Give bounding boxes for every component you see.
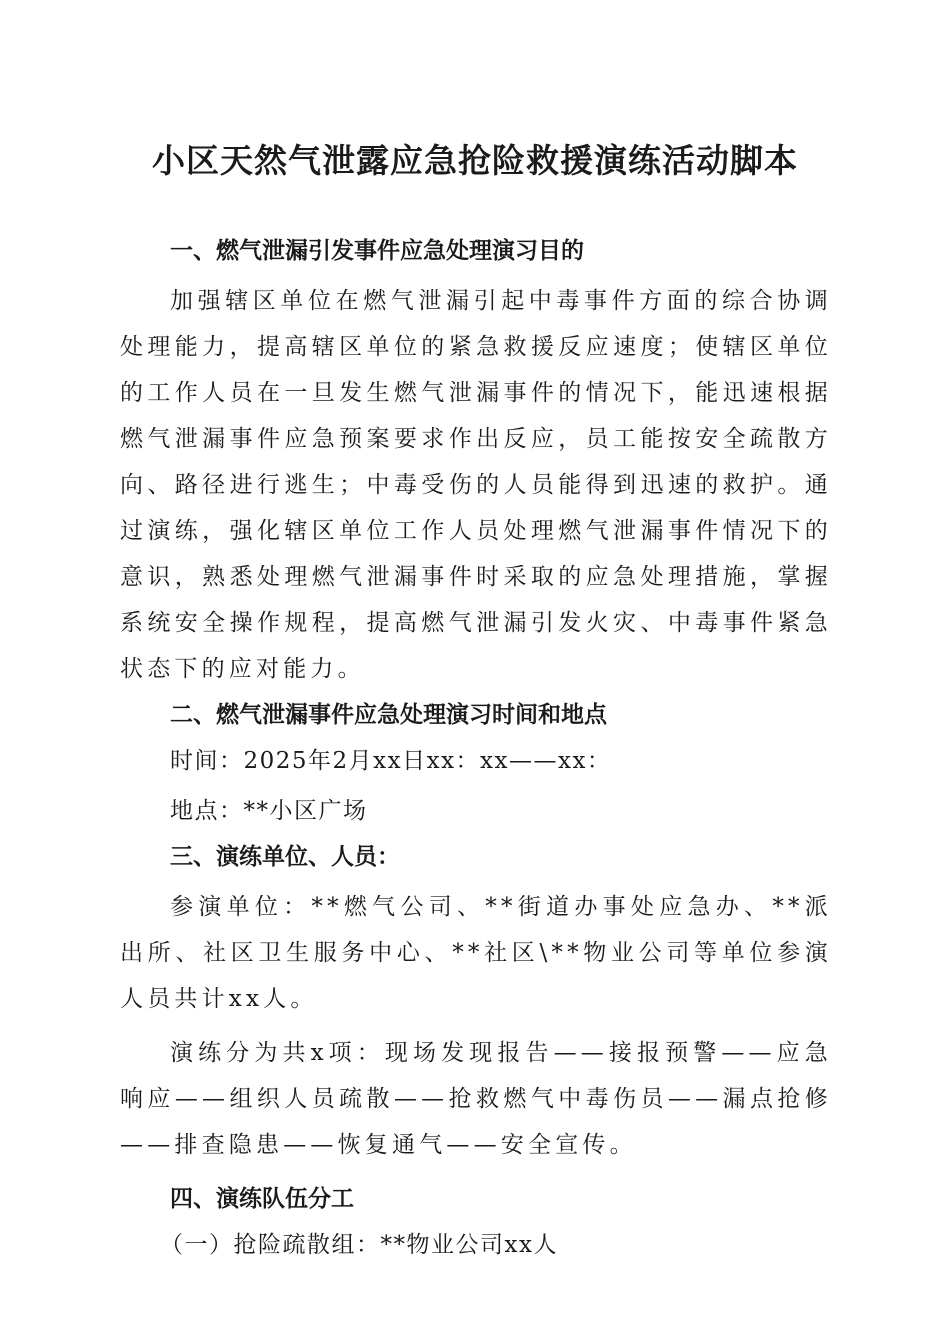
section1-paragraph: 加强辖区单位在燃气泄漏引起中毒事件方面的综合协调处理能力，提高辖区单位的紧急救援反应速度；使辖区单位的工作人员在一旦发生燃气泄漏事件的情况下，能迅速根据燃气泄漏事件应急预案要求作出反应，员工能按安全疏散方向、路径进行逃生；中毒受伤的人员能得到迅速的救护。通过演练，强化辖区单位工作人员处理燃气泄漏事件情况下的意识，熟悉处理燃气泄漏事件时采取的应急处理措施，掌握系统安全操作规程，提高燃气泄漏引发火灾、中毒事件紧急状态下的应对能力。 <box>120 288 832 682</box>
document-title: 小区天然气泄露应急抢险救援演练活动脚本 <box>152 141 798 180</box>
document-body <box>120 228 832 1268</box>
section3-paragraph1: 参演单位：**燃气公司、**街道办事处应急办、**派出所、社区卫生服务中心、**社区\**物业公司等单位参演人员共计xx人。 <box>120 894 832 1012</box>
section4-heading: 四、演练队伍分工 <box>170 1186 354 1212</box>
section1-heading: 一、燃气泄漏引发事件应急处理演习目的 <box>170 238 584 264</box>
section3-paragraph2: 演练分为共x项：现场发现报告——接报预警——应急响应——组织人员疏散——抢救燃气中毒伤员——漏点抢修——排查隐患——恢复通气——安全宣传。 <box>120 1040 832 1158</box>
section2-heading: 二、燃气泄漏事件应急处理演习时间和地点 <box>170 702 607 728</box>
section3-heading: 三、演练单位、人员： <box>170 844 400 870</box>
section4-item1: （一）抢险疏散组：**物业公司xx人 <box>160 1232 558 1258</box>
section2-time: 时间：2025年2月xx日xx：xx——xx： <box>170 748 612 774</box>
section2-place: 地点：**小区广场 <box>170 798 368 824</box>
